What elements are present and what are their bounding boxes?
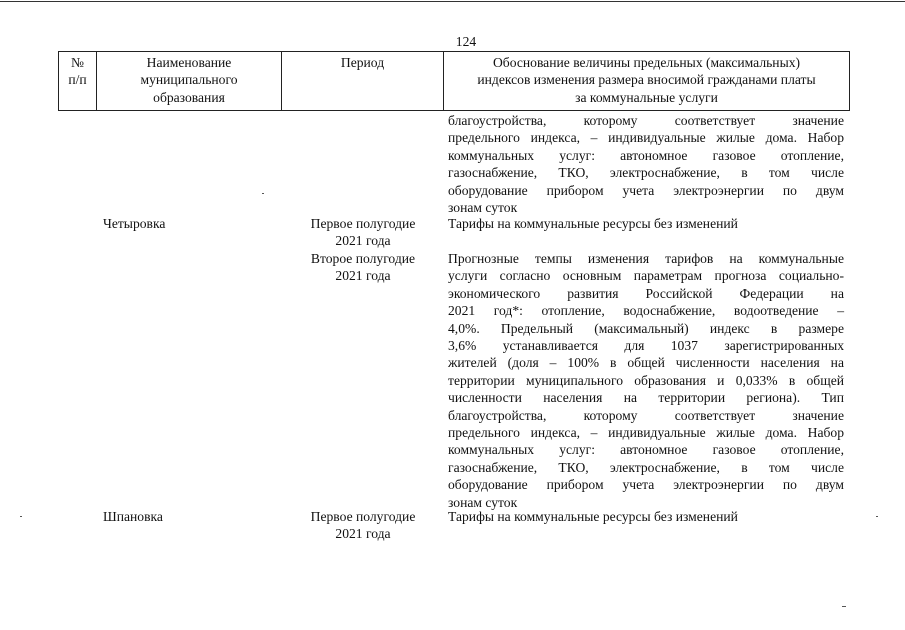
table-header bbox=[58, 51, 850, 111]
text-line: оборудование прибором учета электроэнергии по двум bbox=[448, 182, 844, 198]
continuation-text bbox=[448, 112, 844, 216]
text-line: коммунальных услуг: автономное газовое отопление, bbox=[448, 442, 844, 458]
text-line: Прогнозные темпы изменения тарифов на коммунальные bbox=[448, 251, 844, 266]
text-line: 2021 год*: отопление, водоснабжение, водоотведение – bbox=[448, 303, 844, 319]
municipality-name: Четыровка bbox=[103, 216, 166, 231]
text-line: численности населения на территории региона). Тип bbox=[448, 390, 844, 406]
municipality-name: Шпановка bbox=[103, 509, 163, 524]
justification-text bbox=[448, 250, 844, 511]
scan-speck bbox=[842, 606, 846, 607]
header-municipality-column bbox=[97, 52, 282, 111]
text-line: зонам суток bbox=[448, 494, 518, 510]
text-line: экономического развития Российской Федерации на bbox=[448, 285, 844, 301]
header-line: образования bbox=[153, 89, 225, 105]
text-line: 3,6% устанавливается для 1037 зарегистрированных bbox=[448, 338, 844, 354]
text-line: оборудование прибором учета электроэнергии по двум bbox=[448, 477, 844, 493]
text-line: коммунальных услуг: автономное газовое отопление, bbox=[448, 147, 844, 163]
top-border-rule bbox=[0, 1, 905, 2]
justification-text: Тарифы на коммунальные ресурсы без изменений bbox=[448, 509, 738, 524]
page-number: 124 bbox=[455, 34, 477, 49]
text-line: жителей (доля – 100% в общей численности населения на bbox=[448, 355, 844, 371]
scan-speck bbox=[20, 516, 22, 517]
header-line: за коммунальные услуги bbox=[575, 89, 718, 105]
period-cell bbox=[300, 215, 426, 250]
text-line: предельного индекса, – индивидуальные жилые дома. Набор bbox=[448, 130, 844, 146]
text-line: территории муниципального образования и 0,033% в общей bbox=[448, 372, 844, 388]
period-cell bbox=[300, 508, 426, 543]
header-line: № bbox=[71, 55, 84, 70]
header-line: индексов изменения размера вносимой гражданами платы bbox=[477, 72, 816, 88]
text-line: зонам суток bbox=[448, 200, 518, 216]
text-line: предельного индекса, – индивидуальные жилые дома. Набор bbox=[448, 425, 844, 441]
header-number-column bbox=[59, 52, 97, 111]
header-line: Обоснование величины предельных (максимальных) bbox=[492, 55, 801, 70]
header-line: муниципального bbox=[140, 72, 238, 88]
header-line: Период bbox=[340, 55, 385, 70]
header-line: Наименование bbox=[146, 55, 232, 70]
text-line: 4,0%. Предельный (максимальный) индекс в размере bbox=[448, 320, 844, 336]
header-period-column bbox=[282, 52, 444, 111]
period-line: 2021 года bbox=[335, 233, 391, 249]
period-line: Первое полугодие bbox=[310, 509, 416, 524]
header-row bbox=[59, 52, 850, 111]
period-cell bbox=[300, 250, 426, 285]
text-line: благоустройства, которому соответствует значение bbox=[448, 407, 844, 423]
period-line: Второе полугодие bbox=[310, 251, 416, 266]
header-justification-column bbox=[444, 52, 850, 111]
period-line: 2021 года bbox=[335, 268, 391, 284]
scan-speck bbox=[876, 516, 878, 517]
period-line: 2021 года bbox=[335, 526, 391, 542]
justification-text: Тарифы на коммунальные ресурсы без изменений bbox=[448, 216, 738, 231]
text-line: газоснабжение, ТКО, электроснабжение, в том числе bbox=[448, 459, 844, 475]
header-line: п/п bbox=[68, 72, 87, 88]
text-line: услуги согласно основным параметрам прогноза социально- bbox=[448, 268, 844, 284]
period-line: Первое полугодие bbox=[310, 216, 416, 231]
text-line: благоустройства, которому соответствует значение bbox=[448, 113, 844, 128]
text-line: газоснабжение, ТКО, электроснабжение, в том числе bbox=[448, 165, 844, 181]
scan-speck bbox=[262, 193, 264, 194]
